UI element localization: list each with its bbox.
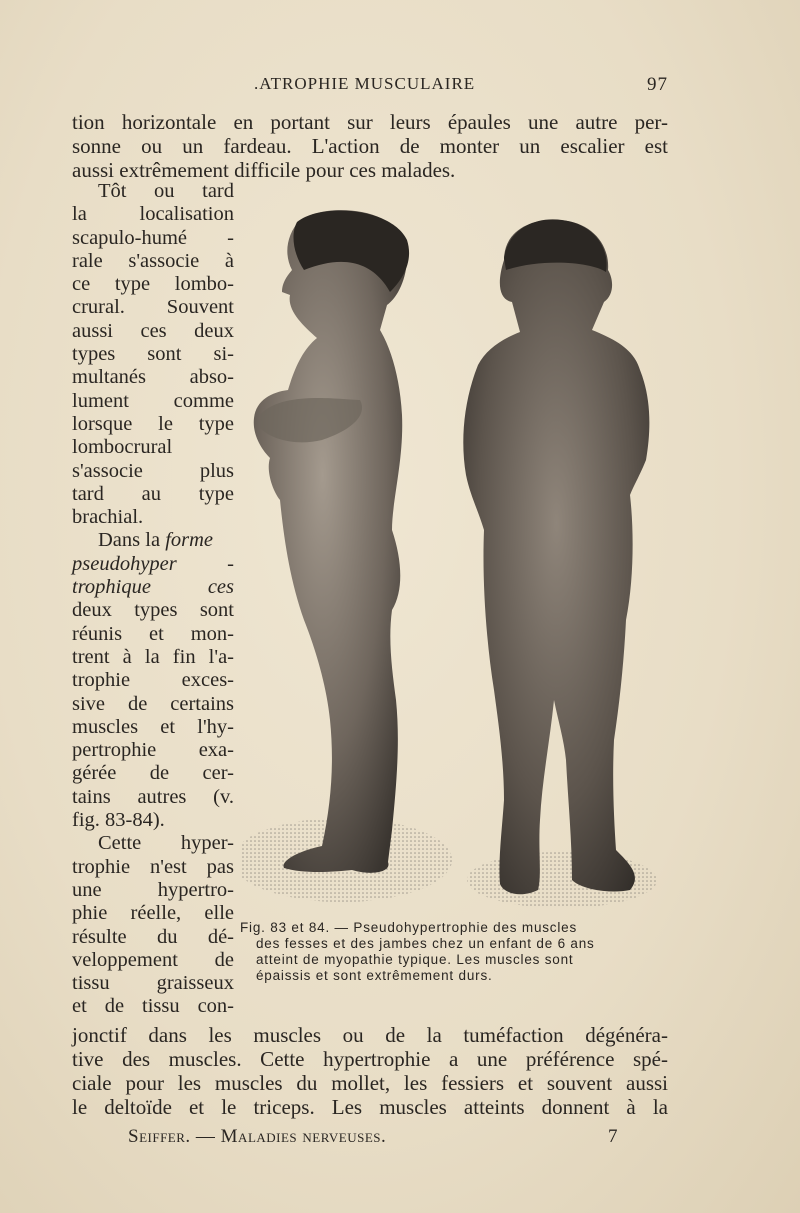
text-line: trophie n'est pas (72, 855, 234, 878)
text-line: tains autres (v. (72, 785, 234, 808)
text-line: la localisation (72, 203, 234, 226)
caption-line: épaissis et sont extrêmement durs. (256, 968, 493, 983)
caption-line: des fesses et des jambes chez un enfant de 6 ans (256, 936, 595, 951)
text-line: s'associe plus (72, 459, 234, 482)
text-line: lombocrural (72, 436, 173, 459)
text-line: tard au type (72, 482, 234, 505)
text-line: aussi ces deux (72, 319, 234, 342)
text-line: sive de certains (72, 692, 234, 715)
text-line: réunis et mon- (72, 622, 234, 645)
text-line: lorsque le type (72, 412, 234, 435)
text-line: rale s'associe à (72, 249, 234, 272)
italic-term: pseudohyper - (72, 552, 234, 575)
italic-term: trophique ces (72, 576, 234, 599)
text-line: aussi extrêmement difficile pour ces malades. (72, 158, 456, 182)
figure-caption (240, 920, 660, 984)
text-line-with-italic (72, 529, 234, 552)
signature-footer (128, 1126, 618, 1150)
figure-illustration (242, 200, 662, 912)
text-line: Cette hyper- (98, 832, 234, 855)
text-line: tion horizontale en portant sur leurs épaules une autre per- (72, 110, 668, 134)
narrow-text-column (72, 180, 234, 1019)
caption-line: Fig. 83 et 84. — Pseudohypertrophie des muscles (240, 920, 578, 935)
italic-term: forme (165, 529, 214, 552)
figure-photograph (242, 200, 662, 912)
text-line: ciale pour les muscles du mollet, les fessiers et souvent aussi (72, 1071, 668, 1095)
text-line: trent à la fin l'a- (72, 645, 234, 668)
running-head (72, 74, 668, 98)
text-line: phie réelle, elle (72, 902, 234, 925)
text-line: tive des muscles. Cette hypertrophie a une préférence spé- (72, 1047, 668, 1071)
text-line: scapulo-humé - (72, 226, 234, 249)
signature-mark: 7 (608, 1126, 618, 1147)
text-line: fig. 83-84). (72, 809, 165, 832)
text-line: crural. Souvent (72, 296, 234, 319)
text-line: trophie exces- (72, 669, 234, 692)
text-line: sonne ou un fardeau. L'action de monter un escalier est (72, 134, 668, 158)
text-line: muscles et l'hy- (72, 715, 234, 738)
text-line: gérée de cer- (72, 762, 234, 785)
text-line: et de tissu con- (72, 995, 234, 1018)
text-line: lument comme (72, 389, 234, 412)
text-line (72, 553, 234, 576)
text-line: une hypertro- (72, 878, 234, 901)
child-profile-figure (254, 210, 409, 873)
text-fragment: Dans la (98, 529, 161, 552)
text-line: brachial. (72, 506, 144, 529)
text-line: deux types sont (72, 599, 234, 622)
page-number: 97 (647, 74, 668, 95)
text-line: pertrophie exa- (72, 739, 234, 762)
text-line: jonctif dans les muscles ou de la tuméfaction dégénéra- (72, 1023, 668, 1047)
text-line: veloppement de (72, 948, 234, 971)
text-line: multanés abso- (72, 366, 234, 389)
footer-title: Seiffer. — Maladies nerveuses. (128, 1126, 387, 1147)
child-back-figure (463, 219, 649, 894)
text-line-with-italic (72, 576, 234, 599)
text-line: Tôt ou tard (98, 180, 234, 202)
caption-line: atteint de myopathie typique. Les muscles sont (256, 952, 574, 967)
running-head-title: .ATROPHIE MUSCULAIRE (254, 74, 476, 93)
text-line: tissu graisseux (72, 972, 234, 995)
text-line: résulte du dé- (72, 925, 234, 948)
text-line: ce type lombo- (72, 273, 234, 296)
text-line: le deltoïde et le triceps. Les muscles atteints donnent à la (72, 1095, 668, 1119)
text-line: types sont si- (72, 343, 234, 366)
